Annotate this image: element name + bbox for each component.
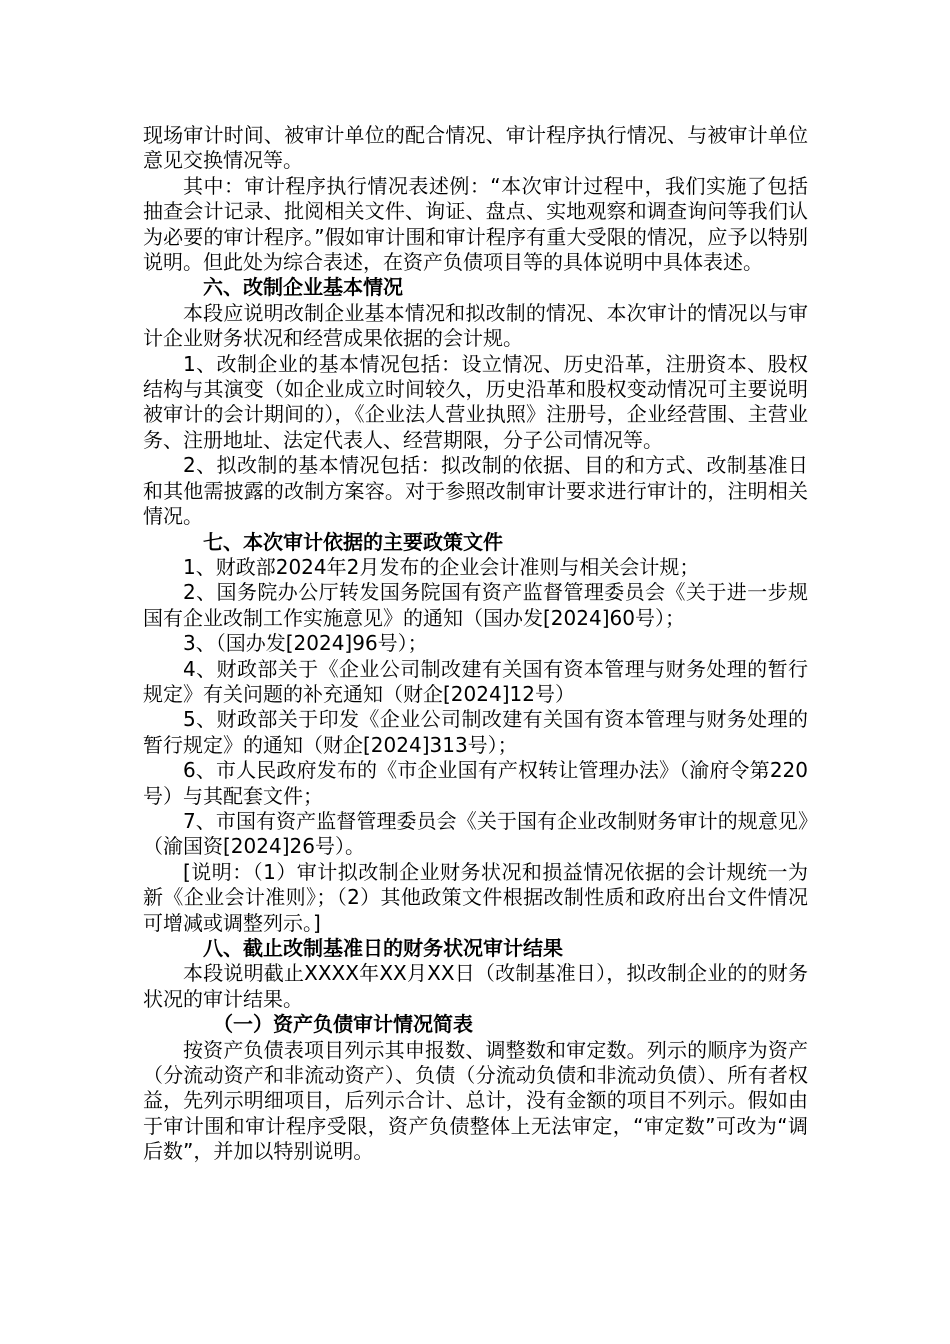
subsection-heading: （一）资产负债审计情况简表 — [213, 1012, 473, 1037]
section-heading: 八、截止改制基准日的财务状况审计结果 — [203, 936, 563, 960]
list-item: 5、财政部关于印发《企业公司制改建有关国有资本管理与财务处理的暂行规定》的通知（财企[2024]313号）； — [143, 707, 808, 757]
list-item: 6、市人民政府发布的《市企业国有产权转让管理办法》（渝府令第220号）与其配套文件； — [143, 758, 808, 808]
paragraph: 2、拟改制的基本情况包括：拟改制的依据、目的和方式、改制基准日和其他需披露的改制方案容。对于参照改制审计要求进行审计的，注明相关情况。 — [143, 453, 808, 529]
paragraph: 现场审计时间、被审计单位的配合情况、审计程序执行情况、与被审计单位意见交换情况等。 — [143, 123, 808, 173]
paragraph: 本段应说明改制企业基本情况和拟改制的情况、本次审计的情况以与审计企业财务状况和经营成果依据的会计规。 — [143, 300, 808, 351]
list-item: 1、财政部2024年2月发布的企业会计准则与相关会计规； — [183, 554, 700, 579]
document-page — [143, 123, 808, 1165]
paragraph: 按资产负债表项目列示其申报数、调整数和审定数。列示的顺序为资产（分流动资产和非流动资产）、负债（分流动负债和非流动负债）、所有者权益，先列示明细项目，后列示合计、总计，没有金额的项目不列示。假如由于审计围和审计程序受限，资产负债整体上无法审定，“审定数”可改为“调后数”，并加以特别说明。 — [143, 1037, 808, 1164]
paragraph: 其中：审计程序执行情况表述例：“本次审计过程中，我们实施了包括抽查会计记录、批阅相关文件、询证、盘点、实地观察和调查询问等我们认为必要的审计程序。”假如审计围和审计程序有重大受限的情况，应予以特别说明。但此处为综合表述，在资产负债项目等的具体说明中具体表述。 — [143, 173, 808, 275]
section-heading: 六、改制企业基本情况 — [203, 275, 403, 300]
note-paragraph: [说明：（1）审计拟改制企业财务状况和损益情况依据的会计规统一为新《企业会计准则》；（2）其他政策文件根据改制性质和政府出台文件情况可增减或调整列示。] — [143, 859, 808, 935]
paragraph: 本段说明截止XXXX年XX月XX日（改制基准日），拟改制企业的的财务状况的审计结果。 — [143, 961, 808, 1011]
list-item: 2、国务院办公厅转发国务院国有资产监督管理委员会《关于进一步规国有企业改制工作实施意见》的通知（国办发[2024]60号）； — [143, 580, 808, 630]
paragraph: 1、改制企业的基本情况包括：设立情况、历史沿革，注册资本、股权结构与其演变（如企业成立时间较久，历史沿革和股权变动情况可主要说明被审计的会计期间的），《企业法人营业执照》注册号，企业经营围、主营业务、注册地址、法定代表人、经营期限，分子公司情况等。 — [143, 351, 808, 452]
list-item: 4、财政部关于《企业公司制改建有关国有资本管理与财务处理的暂行规定》有关问题的补充通知（财企[2024]12号） — [143, 656, 808, 706]
list-item: 7、市国有资产监督管理委员会《关于国有企业改制财务审计的规意见》（渝国资[2024]26号）。 — [143, 808, 808, 859]
section-heading: 七、本次审计依据的主要政策文件 — [203, 529, 503, 554]
list-item: 3、（国办发[2024]96号）； — [183, 631, 428, 656]
